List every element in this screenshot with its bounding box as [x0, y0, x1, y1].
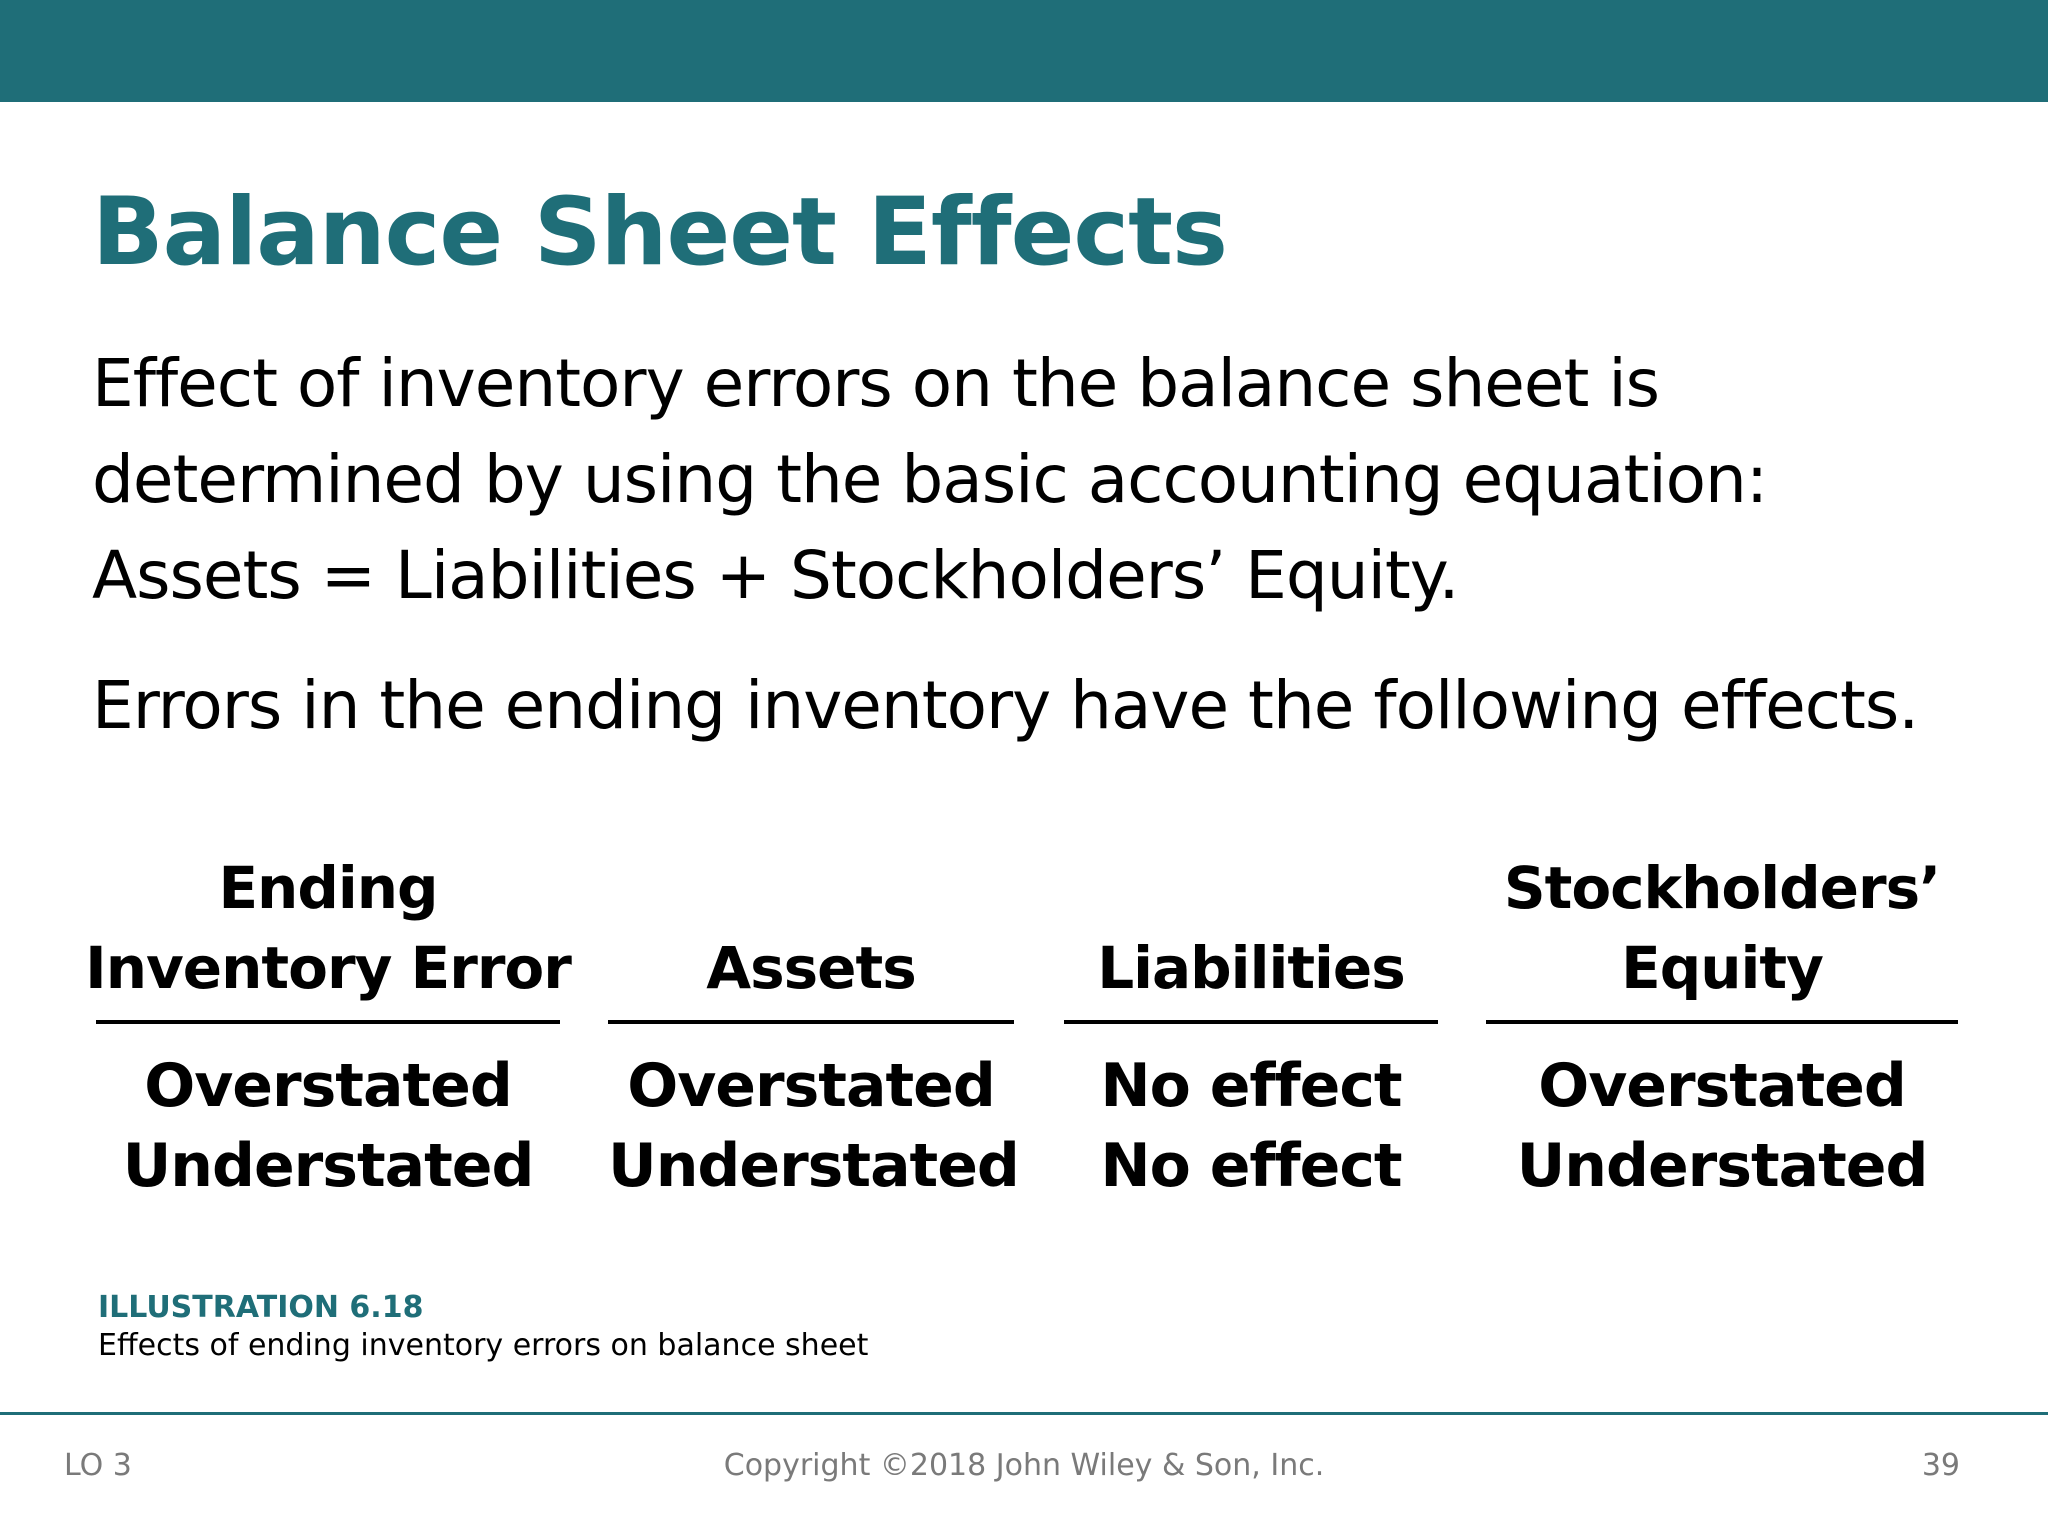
column-values [1486, 1046, 1958, 1206]
column-header-line: Assets [706, 934, 916, 1002]
column-header-line: Inventory Error [85, 934, 571, 1002]
effects-paragraph [92, 658, 1918, 754]
table-cell: Overstated [627, 1051, 995, 1121]
illustration-caption: Effects of ending inventory errors on balance sheet [98, 1328, 869, 1363]
table-cell: Overstated [144, 1051, 512, 1121]
intro-line-1: Effect of inventory errors on the balance sheet is [92, 345, 1660, 422]
top-banner [0, 0, 2048, 102]
page-number: 39 [1921, 1448, 1960, 1483]
column-header-line: Stockholders’ [1503, 854, 1941, 922]
column-underline [1486, 1020, 1958, 1024]
column-liabilities [1064, 848, 1438, 1228]
slide-title: Balance Sheet Effects [92, 178, 1227, 287]
effects-line: Errors in the ending inventory have the following effects. [92, 667, 1919, 744]
column-header [1064, 848, 1438, 1008]
table-cell: No effect [1100, 1051, 1402, 1121]
table-cell: Overstated [1538, 1051, 1906, 1121]
column-values [608, 1046, 1019, 1206]
intro-line-2: determined by using the basic accounting equation: [92, 441, 1768, 518]
column-assets [608, 848, 1019, 1228]
table-cell: Understated [122, 1131, 534, 1201]
copyright-notice: Copyright ©2018 John Wiley & Son, Inc. [723, 1448, 1325, 1483]
learning-objective: LO 3 [64, 1448, 132, 1483]
column-underline [608, 1020, 1014, 1024]
column-underline [1064, 1020, 1438, 1024]
column-header-line: Ending [218, 854, 438, 922]
intro-line-3: Assets = Liabilities + Stockholders’ Equity. [92, 537, 1459, 614]
table-cell: No effect [1100, 1131, 1402, 1201]
column-ending-inventory-error [85, 848, 571, 1228]
footer-divider [0, 1412, 2048, 1415]
column-header-line: Equity [1621, 934, 1823, 1002]
column-header [608, 848, 1014, 1008]
column-underline [96, 1020, 560, 1024]
intro-paragraph [92, 336, 1767, 624]
table-cell: Understated [1516, 1131, 1928, 1201]
column-header-line: Liabilities [1097, 934, 1405, 1002]
column-values [1064, 1046, 1438, 1206]
table-cell: Understated [608, 1131, 1019, 1201]
column-header [1486, 848, 1958, 1008]
column-stockholders-equity [1486, 848, 1958, 1228]
effects-table [0, 848, 2048, 1228]
column-header [85, 848, 571, 1008]
illustration-label: ILLUSTRATION 6.18 [98, 1290, 424, 1325]
column-values [96, 1046, 560, 1206]
